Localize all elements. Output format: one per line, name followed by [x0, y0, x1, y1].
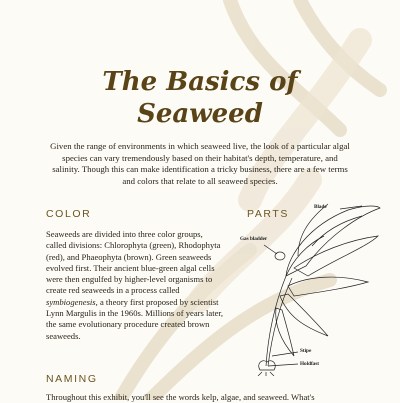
seaweed-parts-diagram	[228, 196, 400, 376]
color-paragraph	[46, 229, 224, 342]
color-text-part-2: , a theory first proposed by scientist Lynn Margulis in the 1960s. Millions of years later, the same evolutionary procedure created brown seaweeds.	[46, 296, 224, 341]
stipe-label: Stipe	[300, 348, 312, 354]
title-line-2: Seaweed	[137, 99, 263, 129]
naming-paragraph: Throughout this exhibit, you'll see the words kelp, algae, and seaweed. What's	[46, 392, 315, 402]
blade-label: Blade	[314, 204, 327, 210]
seaweed-drawing	[228, 196, 400, 376]
intro-paragraph: Given the range of environments in which seaweed live, the look of a particular algal species can vary tremendously based on their habitat's depth, temperature, and salinity. Though this can make identification a tricky business, there are a few terms and colors that relate to all seaweed species.	[50, 141, 350, 186]
color-text-part-1: Seaweeds are divided into three color groups, called divisions: Chlorophyta (green), Rhodophyta (red), and Phaeophyta (brown). Green seaweeds evolved first. Their ancient blue-green algal cells were then engulfed by higher-level organisms to create red seaweeds in a process called	[46, 229, 221, 296]
title-line-1: The Basics of	[102, 67, 298, 97]
color-heading: COLOR	[46, 208, 92, 220]
gas-bladder-label: Gas bladder	[240, 236, 268, 242]
page-title	[0, 66, 400, 130]
naming-heading: NAMING	[46, 373, 98, 385]
holdfast-label: Holdfast	[300, 361, 320, 367]
symbiogenesis-term: symbiogenesis	[46, 296, 96, 307]
parts-heading: PARTS	[247, 208, 290, 220]
